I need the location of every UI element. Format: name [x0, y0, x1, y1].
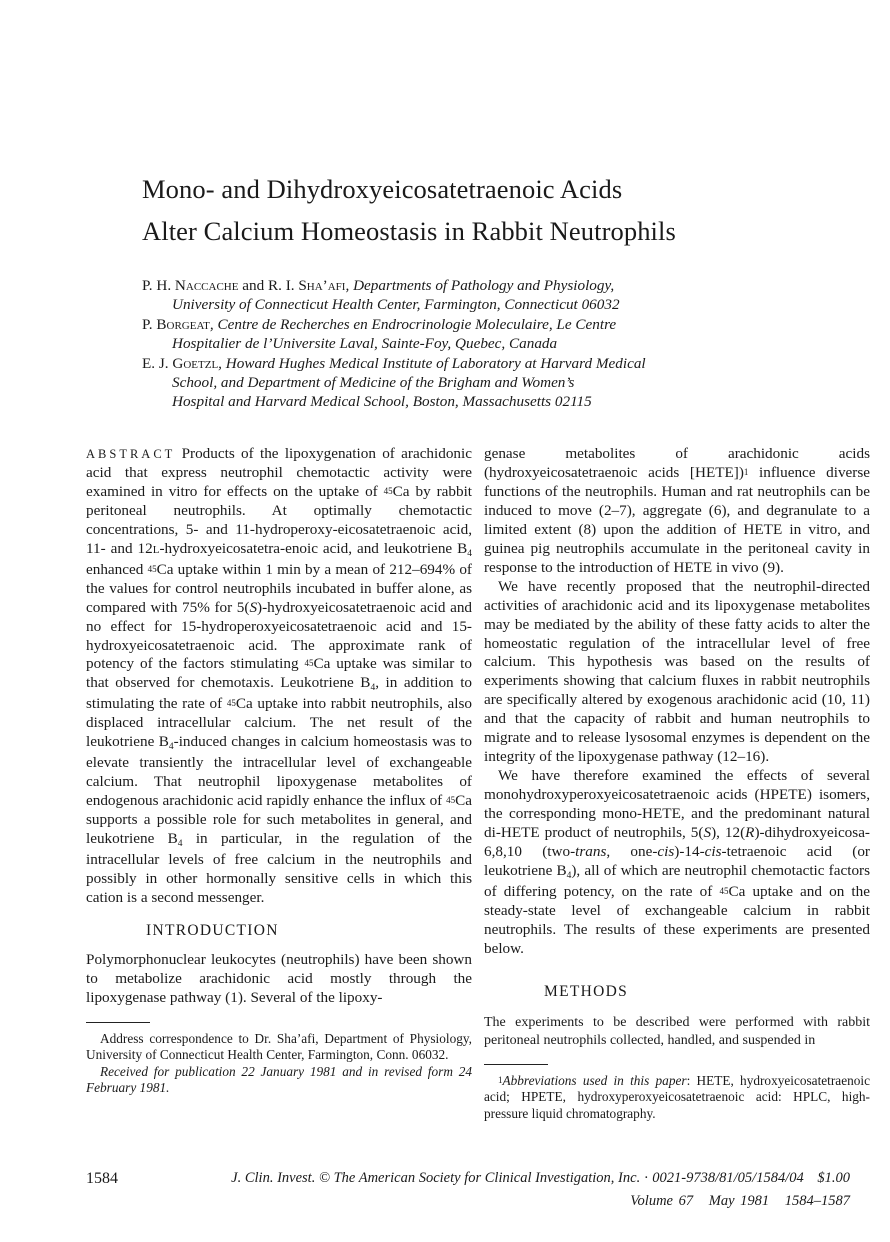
methods-paragraph: The experiments to be described were performed with rabbit peritoneal neutrophils collected, handled, and suspended in: [484, 1014, 870, 1048]
introduction-heading: INTRODUCTION: [146, 921, 279, 939]
abstract-text: Ca uptake within 1 min by a mean of 212–694% of the values for control neutrophils incubated in buffer alone, as compared with 75% for 5(: [86, 560, 472, 616]
abstract-text: Ca uptake into rabbit neutrophils, also displaced intracellular calcium. The net result of the leukotriene B: [86, 695, 472, 751]
subscript: 4: [566, 870, 572, 881]
abstract-text: l: [152, 539, 160, 557]
separator: ·: [643, 1170, 649, 1186]
body-text: R: [745, 824, 755, 842]
abstract-text: )-hydroxyeicosatetraenoic acid and no effect for 15-hydroperoxyeicosatetraenoic acid and 15-hydroxyeicosatetraenoic acid. The approximate rank of potency of the factors stimulating: [86, 598, 473, 673]
abstract-text: Ca by rabbit peritoneal neutrophils. At optimally chemotactic concentrations, 5- and 11-hydroperoxy-eicosatetraenoic acid, 11- and 12: [86, 482, 473, 557]
author-line: [142, 276, 646, 295]
methods-heading: METHODS: [544, 982, 629, 1000]
abstract-label: ABSTRACT: [86, 447, 176, 461]
author-name-smallcaps: accache: [185, 277, 239, 294]
left-column: [86, 445, 472, 1097]
author-name: E. J. G: [142, 354, 184, 372]
abstract-text: Products of the lipoxygenation of arachidonic acid that express neutrophil chemotactic activity were examined in vitro for effects on the uptake of: [86, 445, 472, 500]
abstract-text: in particular, in the regulation of the intracellular levels of free calcium in the neutrophils and possibly in other hormonally sensitive cells in which this cation is a second messenger.: [86, 830, 472, 906]
subscript: 4: [177, 839, 183, 850]
author-affiliation: , Centre de Recherches en Endrocrinologie Moleculaire, Le Centre: [209, 315, 617, 333]
body-text: cis: [704, 843, 722, 861]
volume-line: [630, 1193, 850, 1210]
copyright: © The American Society for Clinical Investigation, Inc.: [318, 1170, 641, 1186]
author-affiliation: , Departments of Pathology and Physiology,: [345, 277, 615, 294]
journal-name: J. Clin. Invest.: [231, 1170, 316, 1186]
footnote-divider: [86, 1022, 150, 1023]
article-title: [142, 168, 842, 252]
body-text: -tetraenoic acid (or leukotriene B: [484, 843, 870, 879]
abstract-text: Ca uptake was similar to that observed for chemotaxis. Leukotriene B: [86, 655, 472, 692]
body-text: We have therefore examined the effects of several monohydroxyperoxyeicosatetraenoic acids (HPETE) isomers, the corresponding mono-HETE, and the predominant natural di-HETE product of neutrophils, 5(: [484, 767, 870, 842]
isotope-superscript: 45: [383, 485, 393, 496]
article-code: 0021-9738/81/05/1584/04: [652, 1170, 804, 1186]
issue-date: May 1981: [708, 1193, 770, 1209]
footnote-received: Received for publication 22 January 1981 and in revised form 24 February 1981.: [86, 1063, 472, 1096]
right-column: [484, 445, 870, 1122]
isotope-superscript: 45: [147, 563, 157, 574]
subscript: 4: [168, 742, 174, 753]
author-name-smallcaps: ha’afi: [306, 277, 346, 294]
author-affiliation: School, and Department of Medicine of the Brigham and Women’s: [172, 374, 575, 392]
isotope-superscript: 45: [226, 698, 236, 709]
isotope-superscript: 45: [446, 795, 456, 806]
body-text: , one-: [606, 843, 658, 861]
footnote-marker: 1: [743, 466, 749, 477]
abstract-text: Ca supports a possible role for such metabolites in general, and leukotriene B: [86, 792, 472, 848]
page-number: 1584: [86, 1170, 118, 1187]
author-affiliation: , Howard Hughes Medical Institute of Laboratory at Harvard Medical: [218, 354, 646, 372]
footnotes-left: [86, 1031, 472, 1097]
abstract-text: -hydroxyeicosatetra-enoic acid, and leukotriene B: [159, 539, 468, 557]
abstract-paragraph: [86, 445, 472, 908]
footnote-abbreviations-text: [484, 1073, 870, 1123]
isotope-superscript: 45: [304, 658, 314, 669]
author-line: [142, 354, 646, 373]
abstract-text: , in addition to stimulating the rate of: [86, 674, 473, 713]
author-name: P. B: [142, 315, 167, 333]
journal-citation: [231, 1170, 850, 1187]
author-block: [142, 276, 646, 412]
author-line: [142, 315, 646, 334]
article-title-line-1: Mono- and Dihydroxyeicosatetraenoic Acids: [142, 174, 623, 204]
introduction-paragraph: [484, 767, 870, 959]
body-text: Ca uptake and on the steady-state level of exchangeable calcium in rabbit neutrophils. The results of these experiments are presented below.: [484, 882, 870, 957]
subscript: 4: [467, 548, 472, 559]
author-affiliation: University of Connecticut Health Center, Farmington, Connecticut 06032: [172, 296, 620, 314]
author-name-smallcaps: orgeat: [166, 315, 210, 333]
body-text: )-dihydroxyeicosa-6,8,10 (two-: [484, 824, 870, 861]
subscript: 4: [370, 683, 376, 694]
footnote-abbreviations: [484, 1073, 870, 1123]
body-text: cis: [657, 843, 675, 861]
abstract-text: enhanced: [86, 560, 148, 578]
article-title-line-2: Alter Calcium Homeostasis in Rabbit Neutrophils: [142, 216, 676, 246]
author-affiliation: Hospitalier de l’Universite Laval, Sainte-Foy, Quebec, Canada: [172, 335, 558, 353]
abstract-text: S: [249, 598, 258, 616]
body-text: ), all of which are neutrophil chemotactic factors of differing potency, on the rate of: [484, 861, 871, 900]
isotope-superscript: 45: [719, 885, 729, 896]
price: $1.00: [817, 1170, 850, 1186]
footnote-divider: [484, 1064, 548, 1065]
author-affiliation: Hospital and Harvard Medical School, Boston, Massachusetts 02115: [172, 393, 592, 411]
author-name-smallcaps: oetzl: [183, 354, 219, 372]
body-text: ), 12(: [711, 824, 746, 842]
body-text: )-14-: [674, 843, 705, 861]
introduction-paragraph: [484, 445, 870, 578]
footnote-marker: 1: [498, 1074, 503, 1085]
footnote-label: Abbreviations used in this paper: [502, 1072, 687, 1088]
body-text: genase metabolites of arachidonic acids (hydroxyeicosatetraenoic acids [HETE]): [484, 445, 870, 481]
page-range: 1584–1587: [784, 1193, 850, 1209]
body-text: influence diverse functions of the neutrophils. Human and rat neutrophils can be induced to move (2–7), aggregate (6), and degranulate to a limited extent (8) upon the addition of HETE in vitro, and guinea pig neutrophils accumulate in the peritoneal cavity in response to the introduction of HETE in vivo (9).: [484, 463, 870, 576]
author-name: P. H. N: [142, 277, 186, 294]
volume: Volume 67: [630, 1193, 694, 1209]
body-text: trans: [575, 843, 607, 861]
introduction-paragraph: We have recently proposed that the neutrophil-directed activities of arachidonic acid and its lipoxygenase metabolites may be mediated by the ability of these fatty acids to alter the homeostatic regulation of the intracellular level of free calcium. This hypothesis was based on the results of experiments showing that calcium fluxes in rabbit neutrophils are specifically altered by exogenous arachidonic acid (10, 11) and that the capacity of rabbit and human neutrophils to migrate and to release lysosomal enzymes is dependent on the integrity of the lipoxygenase pathway (12–16).: [484, 577, 870, 766]
abstract-text: -induced changes in calcium homeostasis was to elevate transiently the intracellular level of exchangeable calcium. That neutrophil lipoxygenase metabolites of endogenous arachidonic acid rapidly enhance the influx of: [86, 733, 472, 810]
author-name: and R. I. S: [238, 277, 307, 294]
footnote-text: : HETE, hydroxyeicosatetraenoic acid; HPETE, hydroxyperoxyeicosatetraenoic acid: HPLC, high-pressure liquid chromatography.: [484, 1072, 871, 1121]
footnote-address: Address correspondence to Dr. Sha’afi, Department of Physiology, University of Connecticut Health Center, Farmington, Conn. 06032.: [86, 1030, 472, 1063]
introduction-paragraph: Polymorphonuclear leukocytes (neutrophils) have been shown to metabolize arachidonic acid mostly through the lipoxygenase pathway (1). Several of the lipoxy-: [86, 950, 472, 1006]
body-text: S: [703, 824, 712, 842]
